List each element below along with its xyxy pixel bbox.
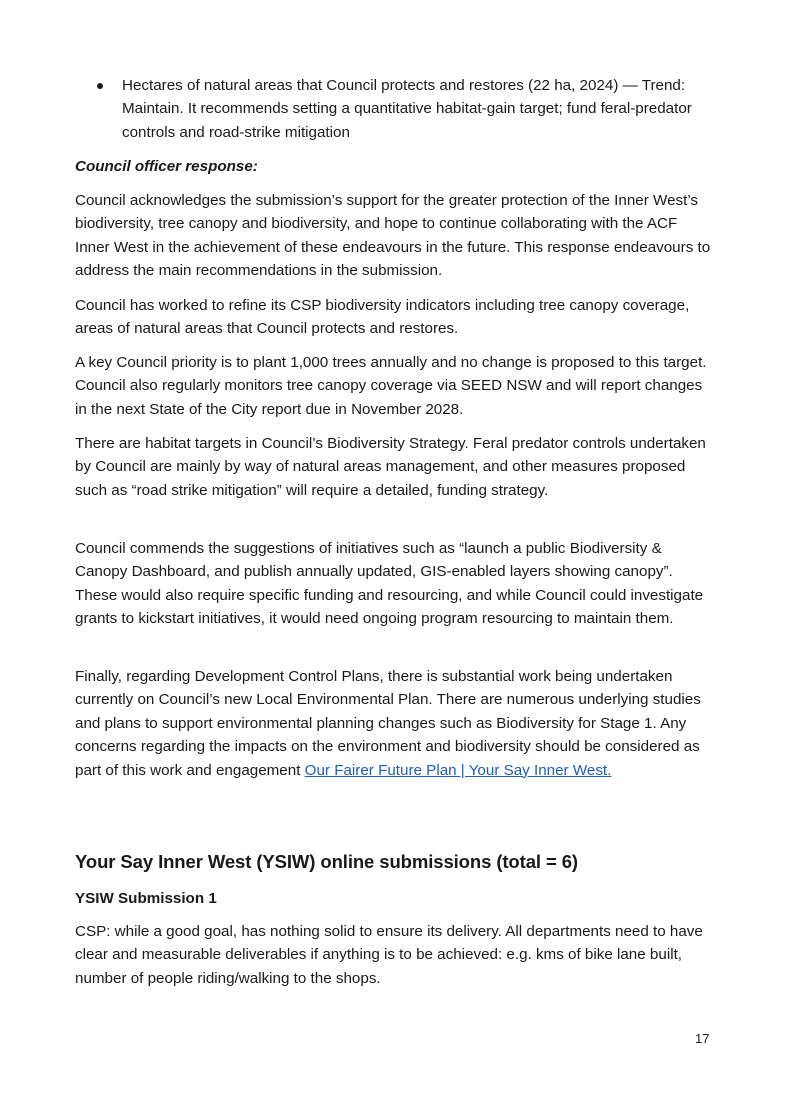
bullet-item: [97, 74, 717, 144]
page-number: 17: [695, 1031, 710, 1046]
paragraph-indicators: Council has worked to refine its CSP biodiversity indicators including tree canopy coverage, areas of natural areas that Council protects and restores.: [75, 297, 690, 338]
paragraph-dashboard: Council commends the suggestions of initiatives such as “launch a public Biodiversity & Canopy Dashboard, and publish annually updated, GIS-enabled layers showing canopy”. These would also require specific funding and resourcing, and while Council could investigate grants to kickstart initiatives, it would need ongoing program resourcing to maintain them.: [75, 540, 704, 628]
paragraph-development-control: [75, 665, 715, 782]
paragraph-habitat-targets: There are habitat targets in Council’s Biodiversity Strategy. Feral predator controls undertaken by Council are mainly by way of natural areas management, and other measures proposed such as “road strike mitigation” will require a detailed, funding strategy.: [75, 435, 706, 499]
paragraph-tree-planting: A key Council priority is to plant 1,000 trees annually and no change is proposed to this target. Council also regularly monitors tree canopy coverage via SEED NSW and will report changes in the next State of the City report due in November 2028.: [75, 354, 707, 418]
submission-heading: YSIW Submission 1: [75, 890, 217, 907]
bullet-text: Hectares of natural areas that Council protects and restores (22 ha, 2024) — Trend: Maintain. It recommends setting a quantitative habitat-gain target; fund feral-predator controls and road-strike mitigation: [122, 77, 692, 141]
paragraph-acknowledgement: Council acknowledges the submission’s support for the greater protection of the Inner West’s biodiversity, tree canopy and biodiversity, and hope to continue collaborating with the ACF Inner West in the achievement of these endeavours in the future. This response endeavours to address the main recommendations in the submission.: [75, 192, 711, 280]
section-heading: Your Say Inner West (YSIW) online submissions (total = 6): [75, 851, 578, 872]
bullet-icon: [97, 83, 103, 89]
submission-text: CSP: while a good goal, has nothing solid to ensure its delivery. All departments need to have clear and measurable deliverables if anything is to be achieved: e.g. kms of bike lane built, number of people riding/walking to the shops.: [75, 923, 703, 987]
response-heading: Council officer response:: [75, 158, 258, 175]
bullet-list: [97, 74, 717, 144]
your-say-link[interactable]: Our Fairer Future Plan | Your Say Inner West.: [304, 761, 612, 779]
paragraph-development-text: Finally, regarding Development Control Plans, there is substantial work being undertaken currently on Council’s new Local Environmental Plan. There are numerous underlying studies and plans to support environmental planning changes such as Biodiversity for Stage 1. Any concerns regarding the impacts on the environment and biodiversity should be considered as part of this work and engagement: [75, 668, 701, 779]
